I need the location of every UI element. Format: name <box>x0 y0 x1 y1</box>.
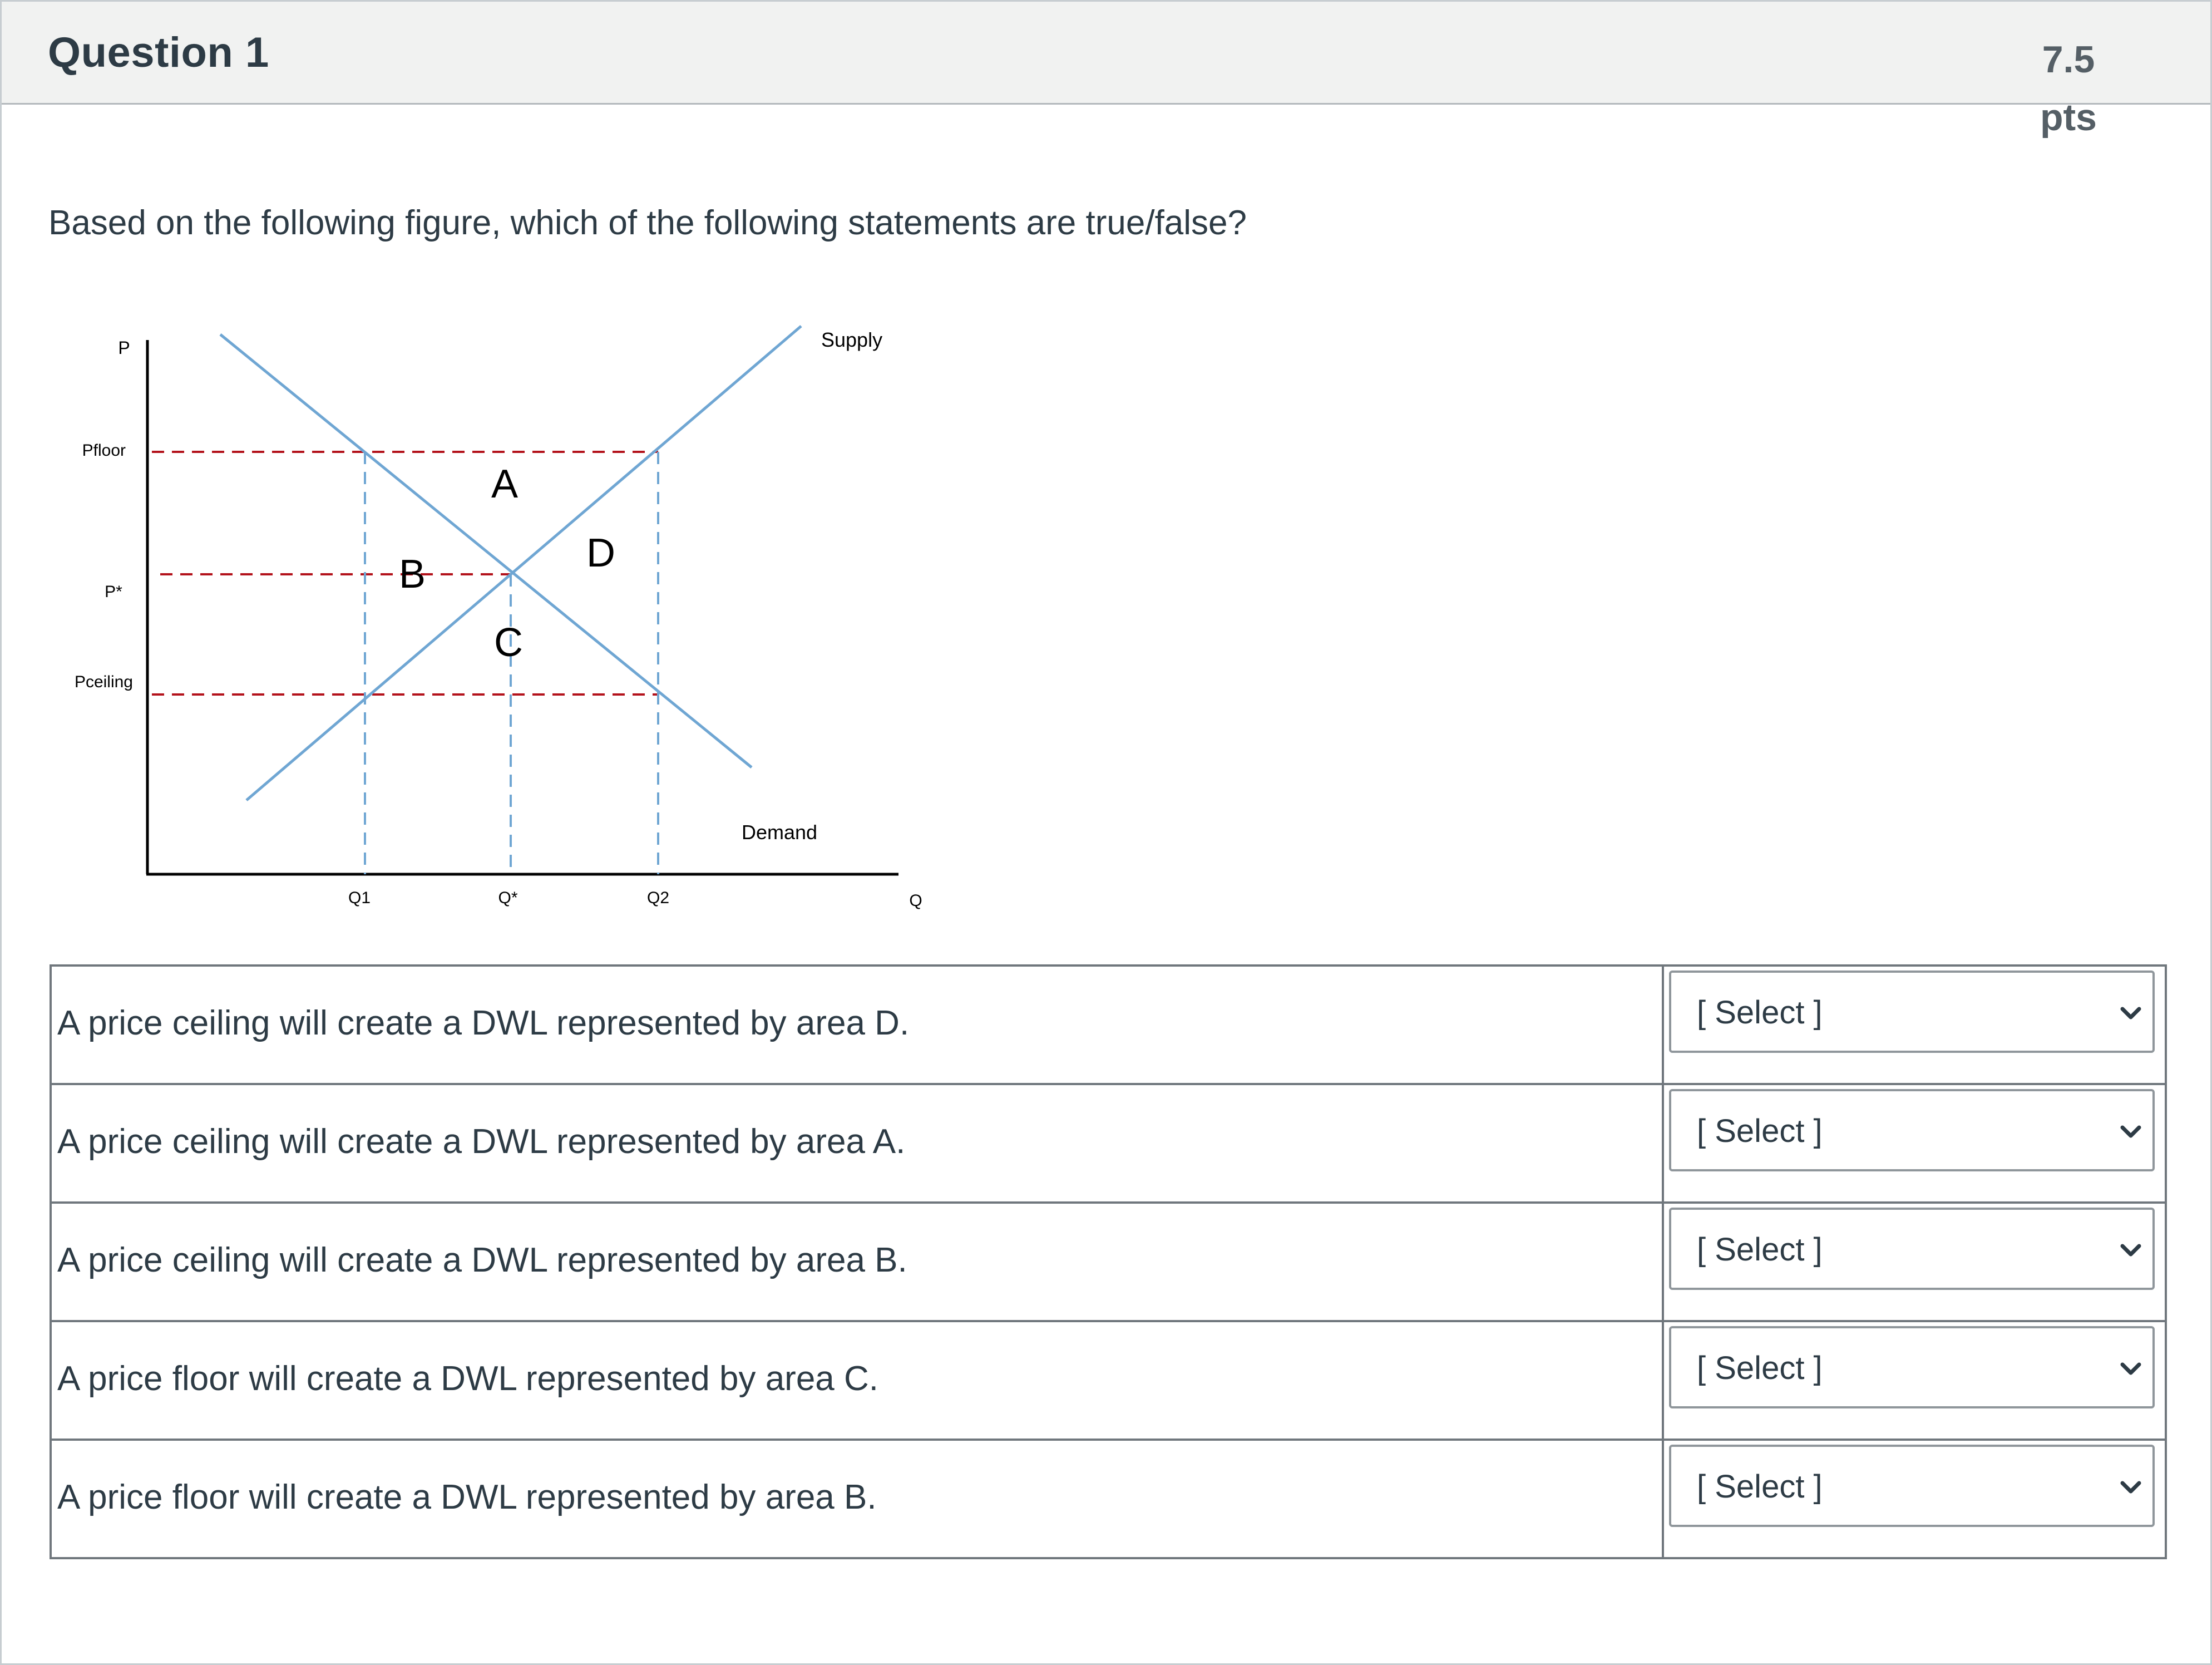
statement-cell <box>51 1440 1663 1558</box>
supply-curve <box>246 326 801 800</box>
table-row <box>51 1321 2166 1440</box>
q2-label: Q2 <box>646 889 670 907</box>
statement-cell <box>51 965 1663 1084</box>
x-axis-label: Q <box>909 891 922 910</box>
table-row <box>51 1203 2166 1321</box>
statement-text: A price ceiling will create a DWL represented by area B. <box>57 1241 907 1279</box>
statement-text: A price floor will create a DWL represented by area C. <box>57 1359 879 1398</box>
select-value: [ Select ] <box>1697 994 1823 1031</box>
statement-cell <box>51 1203 1663 1321</box>
question-prompt: Based on the following figure, which of the following statements are true/false? <box>48 204 1247 242</box>
answer-select[interactable] <box>1669 1445 2155 1527</box>
select-value: [ Select ] <box>1697 1469 1823 1505</box>
question-title: Question 1 <box>48 29 269 76</box>
select-cell <box>1663 1321 2166 1440</box>
select-value: [ Select ] <box>1697 1231 1823 1268</box>
select-value: [ Select ] <box>1697 1113 1823 1149</box>
area-d-label: D <box>586 531 615 575</box>
chevron-down-icon <box>2117 1118 2145 1146</box>
demand-label: Demand <box>742 821 818 844</box>
area-b-label: B <box>398 552 426 597</box>
statement-cell <box>51 1084 1663 1203</box>
statement-text: A price ceiling will create a DWL represented by area D. <box>57 1004 910 1042</box>
answer-select[interactable] <box>1669 1208 2155 1290</box>
table-row <box>51 1440 2166 1558</box>
qstar-label: Q* <box>498 889 518 907</box>
points-unit: pts <box>2040 96 2097 139</box>
chevron-down-icon <box>2117 999 2145 1027</box>
area-c-label: C <box>494 620 523 665</box>
statements-table <box>50 964 2167 1559</box>
q1-label: Q1 <box>348 889 371 907</box>
area-a-label: A <box>491 462 519 506</box>
supply-label: Supply <box>821 328 883 351</box>
answer-select[interactable] <box>1669 971 2155 1053</box>
demand-curve <box>220 334 752 767</box>
chevron-down-icon <box>2117 1474 2145 1501</box>
select-cell <box>1663 1203 2166 1321</box>
points-value: 7.5 <box>2042 38 2095 81</box>
statement-cell <box>51 1321 1663 1440</box>
select-value: [ Select ] <box>1697 1350 1823 1386</box>
answer-select[interactable] <box>1669 1326 2155 1408</box>
select-cell <box>1663 1440 2166 1558</box>
pceiling-label: Pceiling <box>74 673 133 691</box>
table-row <box>51 1084 2166 1203</box>
answer-select[interactable] <box>1669 1089 2155 1171</box>
select-cell <box>1663 965 2166 1084</box>
pstar-label: P* <box>105 583 122 601</box>
statement-text: A price ceiling will create a DWL represented by area A. <box>57 1122 906 1161</box>
supply-demand-figure <box>57 313 959 925</box>
y-axis-label: P <box>118 338 130 358</box>
pfloor-label: Pfloor <box>82 441 126 460</box>
chevron-down-icon <box>2117 1237 2145 1264</box>
chevron-down-icon <box>2117 1355 2145 1383</box>
question-points <box>2030 31 2107 146</box>
question-header <box>2 2 2210 139</box>
table-row <box>51 965 2166 1084</box>
select-cell <box>1663 1084 2166 1203</box>
statement-text: A price floor will create a DWL represented by area B. <box>57 1478 877 1516</box>
